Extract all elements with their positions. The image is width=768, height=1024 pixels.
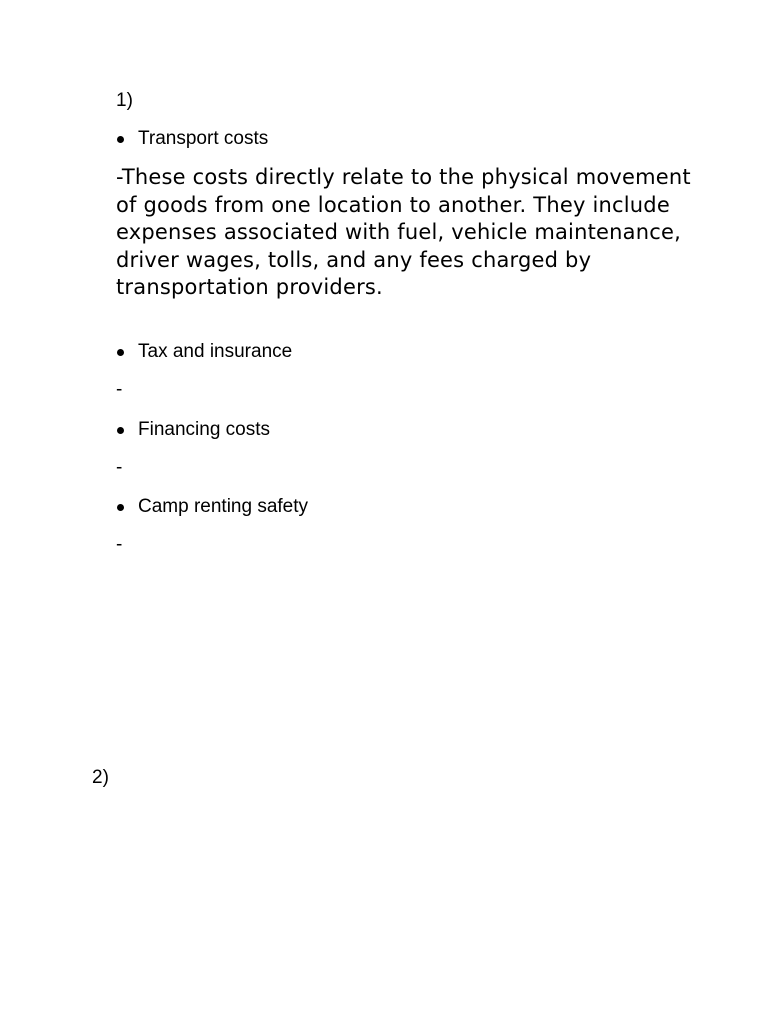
financing-costs-description: - [116, 457, 123, 478]
tax-insurance-description: - [116, 379, 123, 400]
bullet-icon [117, 504, 124, 511]
camp-renting-safety-description: - [116, 534, 123, 555]
bullet-item-financing-costs [116, 418, 270, 442]
bullet-label: Transport costs [138, 128, 269, 149]
bullet-label: Financing costs [138, 419, 271, 440]
section-2-number: 2) [92, 767, 109, 788]
bullet-icon [117, 349, 124, 356]
bullet-item-tax-insurance [116, 340, 292, 364]
bullet-item-camp-renting-safety [116, 495, 308, 519]
bullet-icon [117, 427, 124, 434]
bullet-label: Camp renting safety [138, 496, 309, 517]
transport-costs-description: -These costs directly relate to the physical movement of goods from one location to another. They include expenses associated with fuel, vehicle maintenance, driver wages, tolls, and any fees charged by transportation providers. [116, 165, 691, 299]
section-1-number: 1) [116, 90, 133, 111]
bullet-item-transport-costs [116, 127, 268, 151]
bullet-label: Tax and insurance [138, 341, 293, 362]
bullet-icon [117, 136, 124, 143]
